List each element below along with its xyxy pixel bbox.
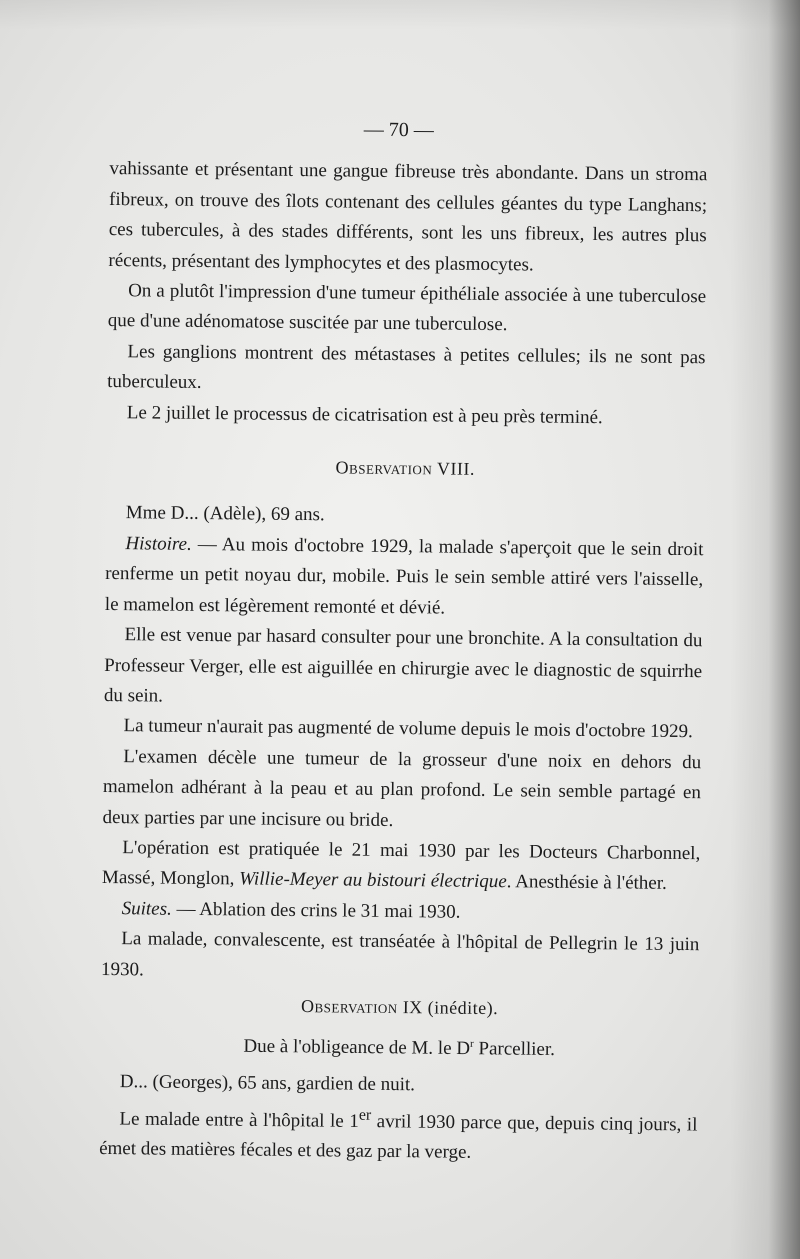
observation-8-tumor: La tumeur n'aurait pas augmenté de volume depuis le mois d'octobre 1929. — [123, 715, 693, 743]
entry-text-b: avril 1930 parce que, depuis cinq jours, il émet des matières fécales et des gaz par la verge. — [99, 1110, 698, 1164]
observation-8-operation — [102, 833, 701, 900]
observation-9-heading-word: Observation — [300, 996, 398, 1018]
history-text: — Au mois d'octobre 1929, la malade s'aperçoit que le sein droit renferme un petit noyau dur, mobile. Puis le sein semble attiré vers l'aisselle, le mamelon est légèrement remonté et dévié. — [104, 533, 704, 619]
observation-9-heading — [100, 989, 698, 1026]
observation-8-visit: Elle est venue par hasard consulter pour une bronchite. A la consultation du Professeur Verger, elle est aiguillée en chirurgie avec le diagnostic de squirrhe du sein. — [103, 624, 703, 707]
page-edge-shading — [730, 0, 800, 1259]
operation-text-a: L'opération est pratiquée le 21 mai 1930 par les Docteurs Charbonnel, Massé, Monglon, — [101, 837, 701, 890]
suites-label: Suites. — [121, 897, 172, 920]
page-top-shading — [0, 0, 800, 30]
observation-8-heading — [106, 450, 704, 487]
operation-text-italic: Willie-Meyer au bistouri électrique — [239, 868, 507, 893]
observation-8-transfer: La malade, convalescente, est transéatée à l'hôpital de Pellegrin le 13 juin 1930. — [100, 928, 700, 980]
paragraph-ganglions: Les ganglions montrent des métastases à petites cellules; ils ne sont pas tuberculeux. — [107, 341, 706, 394]
observation-8-patient: Mme D... (Adèle), 69 ans. — [125, 502, 325, 526]
observation-9-credit — [100, 1025, 698, 1067]
observation-8-heading-word: Observation — [335, 457, 433, 479]
observation-8-history — [105, 529, 704, 626]
history-label: Histoire. — [125, 533, 192, 555]
operation-text-b: . Anesthésie à l'éther. — [506, 871, 667, 895]
suites-text: — Ablation des crins le 31 mai 1930. — [171, 898, 461, 923]
page-number: — 70 — — [363, 118, 434, 142]
entry-sup: er — [358, 1106, 372, 1124]
paragraph-cicatrisation: Le 2 juillet le processus de cicatrisation est à peu près terminé. — [126, 401, 603, 428]
observation-8-exam: L'examen décèle une tumeur de la grosseur d'une noix en dehors du mamelon adhérant à la peau et au plan profond. Le sein semble partagé en deux parties par une incisure ou bride. — [102, 745, 702, 831]
observation-9-heading-number: IX (inédite). — [402, 997, 499, 1019]
credit-sup: r — [470, 1038, 474, 1051]
observation-8-heading-number: VIII. — [436, 458, 476, 479]
entry-text-a: Le malade entre à l'hôpital le 1 — [119, 1107, 359, 1132]
observation-9-patient: D... (Georges), 65 ans, gardien de nuit. — [119, 1071, 416, 1096]
paragraph-continuation: vahissante et présentant une gangue fibreuse très abondante. Dans un stroma fibreux, on trouve des îlots contenant des cellules géantes du type Langhans; ces tubercules, à des stades différents, sont les uns fibreux, les autres plus récents, présentant des lymphocytes et des plasmocytes. — [108, 158, 708, 276]
credit-text-b: Parcellier. — [473, 1038, 556, 1061]
observation-9-entry — [99, 1097, 698, 1170]
page-text-block — [99, 112, 708, 1171]
paragraph-impression: On a plutôt l'impression d'une tumeur épithéliale associée à une tuberculose que d'une adénomatose suscitée par une tuberculose. — [107, 280, 707, 336]
credit-text-a: Due à l'obligeance de M. le D — [243, 1036, 471, 1060]
